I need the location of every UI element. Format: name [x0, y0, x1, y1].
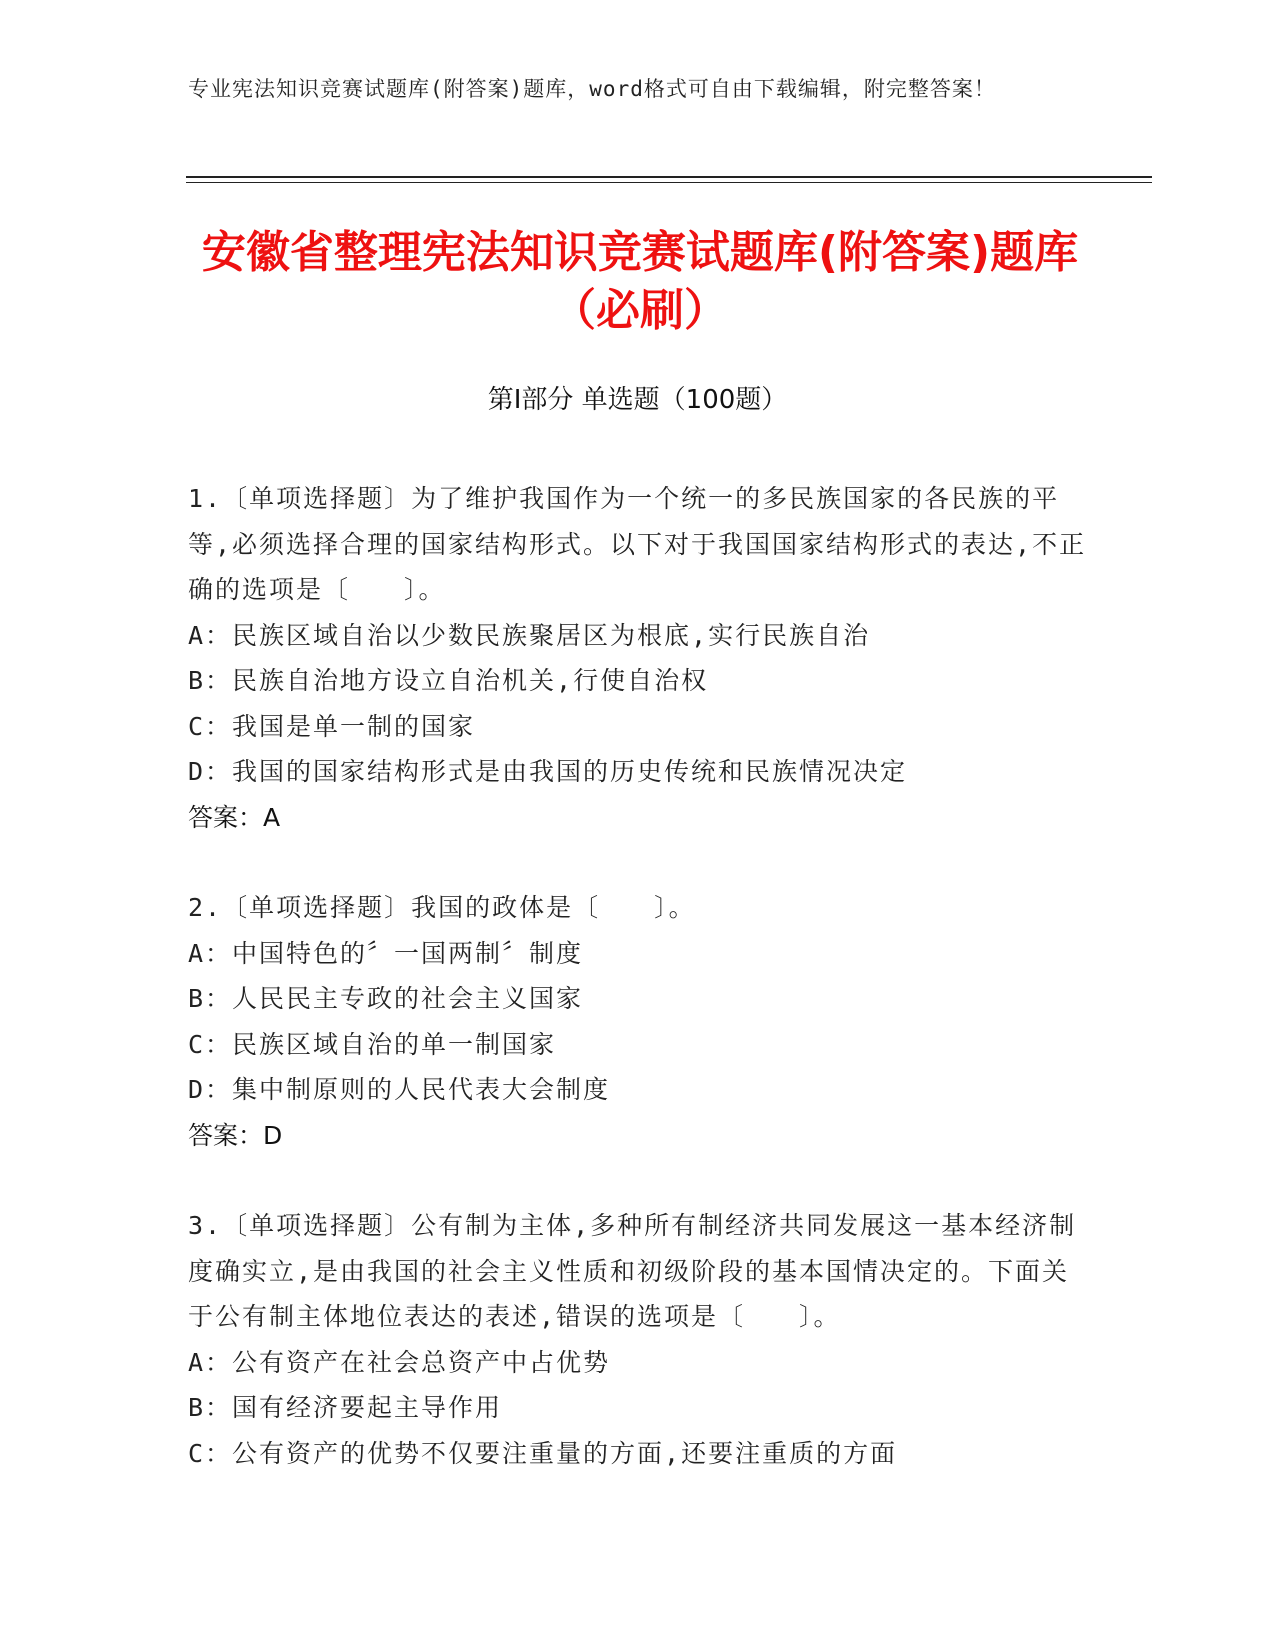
option-c: C：公有资产的优势不仅要注重量的方面,还要注重质的方面	[188, 1438, 898, 1468]
option-d: D：我国的国家结构形式是由我国的历史传统和民族情况决定	[188, 757, 908, 786]
document-title: 安徽省整理宪法知识竞赛试题库(附答案)题库（必刷）	[201, 227, 1079, 336]
option-a: A：民族区域自治以少数民族聚居区为根底,实行民族自治	[188, 620, 871, 650]
spacer	[188, 840, 1088, 885]
option-a: A：公有资产在社会总资产中占优势	[188, 1347, 611, 1377]
header-rule-thin	[186, 182, 1152, 183]
header-note: 专业宪法知识竞赛试题库(附答案)题库，word格式可自由下载编辑，附完整答案！	[188, 77, 996, 101]
option-b: B：国有经济要起主导作用	[188, 1393, 503, 1422]
option-d: D：集中制原则的人民代表大会制度	[188, 1075, 611, 1104]
option-b: B：民族自治地方设立自治机关,行使自治权	[188, 666, 709, 695]
header-rule	[186, 176, 1152, 178]
question-item	[188, 1203, 1088, 1476]
question-item	[188, 476, 1088, 840]
question-stem: 1.〔单项选择题〕为了维护我国作为一个统一的多民族国家的各民族的平等,必须选择合理的国家结构形式。以下对于我国国家结构形式的表达,不正确的选项是〔 〕。	[188, 484, 1087, 604]
section-title: 第Ⅰ部分 单选题（100题）	[487, 385, 788, 415]
question-stem: 3.〔单项选择题〕公有制为主体,多种所有制经济共同发展这一基本经济制度确实立,是由我国的社会主义性质和初级阶段的基本国情决定的。下面关于公有制主体地位表达的表述,错误的选项是〔 〕。	[188, 1211, 1077, 1331]
answer-line: 答案：A	[188, 802, 281, 832]
question-stem: 2.〔单项选择题〕我国的政体是〔 〕。	[188, 893, 696, 922]
option-b: B：人民民主专政的社会主义国家	[188, 984, 584, 1013]
answer-line: 答案：D	[188, 1120, 283, 1150]
spacer	[188, 1158, 1088, 1203]
option-c: C：民族区域自治的单一制国家	[188, 1029, 557, 1059]
option-a: A：中国特色的〞一国两制〞制度	[188, 938, 584, 968]
option-c: C：我国是单一制的国家	[188, 711, 476, 741]
question-list	[188, 476, 1088, 1476]
question-item	[188, 885, 1088, 1158]
